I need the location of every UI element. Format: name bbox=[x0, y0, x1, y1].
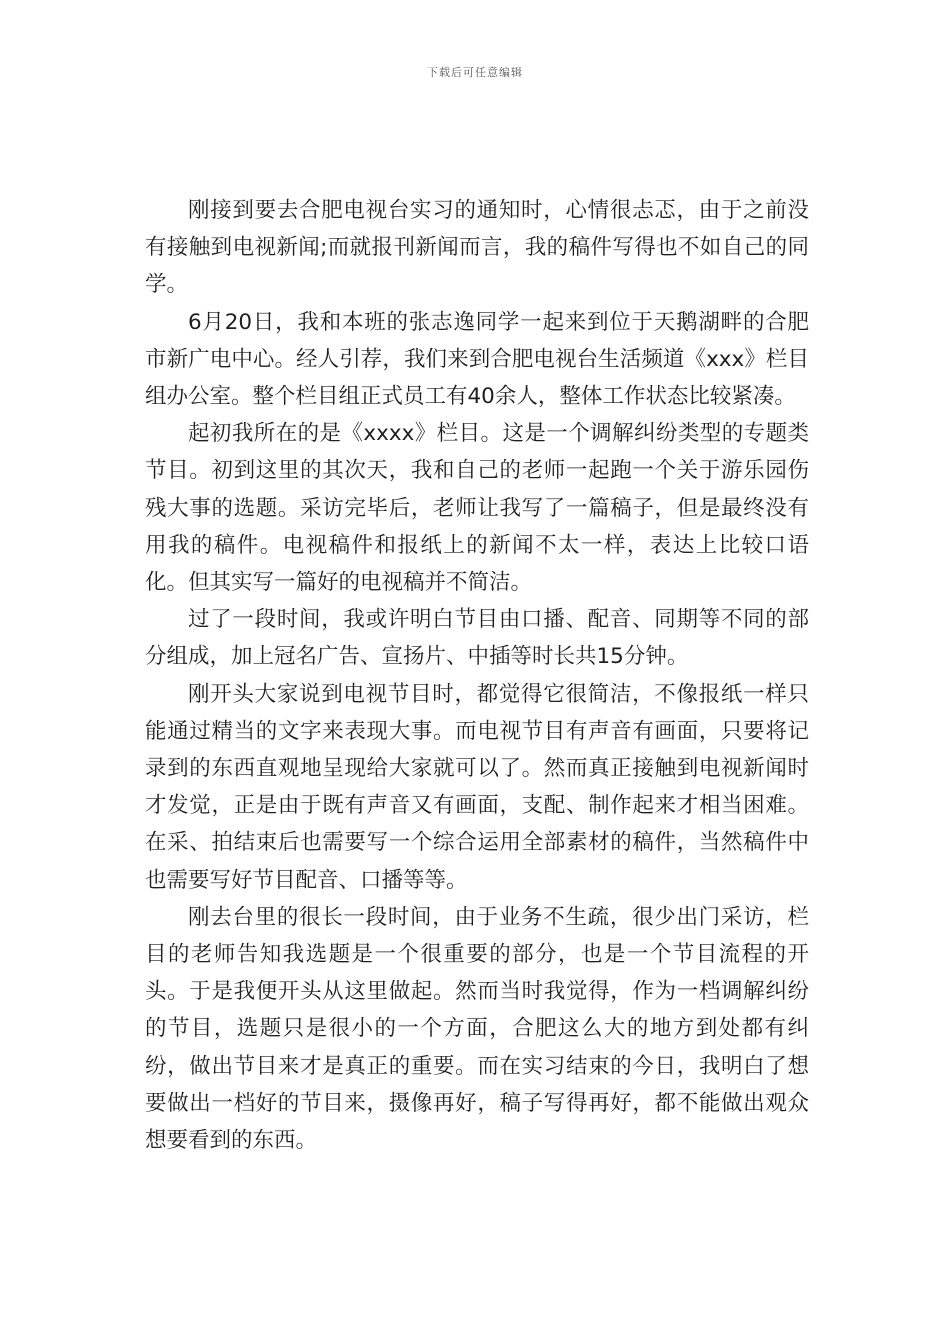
paragraph-4: 过了一段时间，我或许明白节目由口播、配音、同期等不同的部分组成，加上冠名广告、宣扬片、中插等时长共15分钟。 bbox=[145, 607, 809, 670]
paragraph-2: 6月20日，我和本班的张志逸同学一起来到位于天鹅湖畔的合肥市新广电中心。经人引荐，我们来到合肥电视台生活频道《xxx》栏目组办公室。整个栏目组正式员工有40余人，整体工作状态比较紧凑。 bbox=[145, 309, 809, 410]
paragraph-6: 刚去台里的很长一段时间，由于业务不生疏，很少出门采访，栏目的老师告知我选题是一个很重要的部分，也是一个节目流程的开头。于是我便开头从这里做起。然而当时我觉得，作为一档调解纠纷的节目，选题只是很小的一个方面，合肥这么大的地方到处都有纠纷，做出节目来才是真正的重要。而在实习结束的今日，我明白了想要做出一档好的节目来，摄像再好，稿子写得再好，都不能做出观众想要看到的东西。 bbox=[145, 904, 809, 1154]
paragraph-1: 刚接到要去合肥电视台实习的通知时，心情很忐忑，由于之前没有接触到电视新闻;而就报刊新闻而言，我的稿件写得也不如自己的同学。 bbox=[145, 198, 809, 298]
paragraph-3: 起初我所在的是《xxxx》栏目。这是一个调解纠纷类型的专题类节目。初到这里的其次天，我和自己的老师一起跑一个关于游乐园伤残大事的选题。采访完毕后，老师让我写了一篇稿子，但是最终没有用我的稿件。电视稿件和报纸上的新闻不太一样，表达上比较口语化。但其实写一篇好的电视稿并不简洁。 bbox=[145, 421, 809, 596]
paragraph-5: 刚开头大家说到电视节目时，都觉得它很简洁，不像报纸一样只能通过精当的文字来表现大事。而电视节目有声音有画面，只要将记录到的东西直观地呈现给大家就可以了。然而真正接触到电视新闻时才发觉，正是由于既有声音又有画面，支配、制作起来才相当困难。在采、拍结束后也需要写一个综合运用全部素材的稿件，当然稿件中也需要写好节目配音、口播等等。 bbox=[145, 681, 809, 893]
page-header: 下载后可任意编辑 bbox=[427, 66, 523, 79]
document-body bbox=[145, 192, 809, 1159]
